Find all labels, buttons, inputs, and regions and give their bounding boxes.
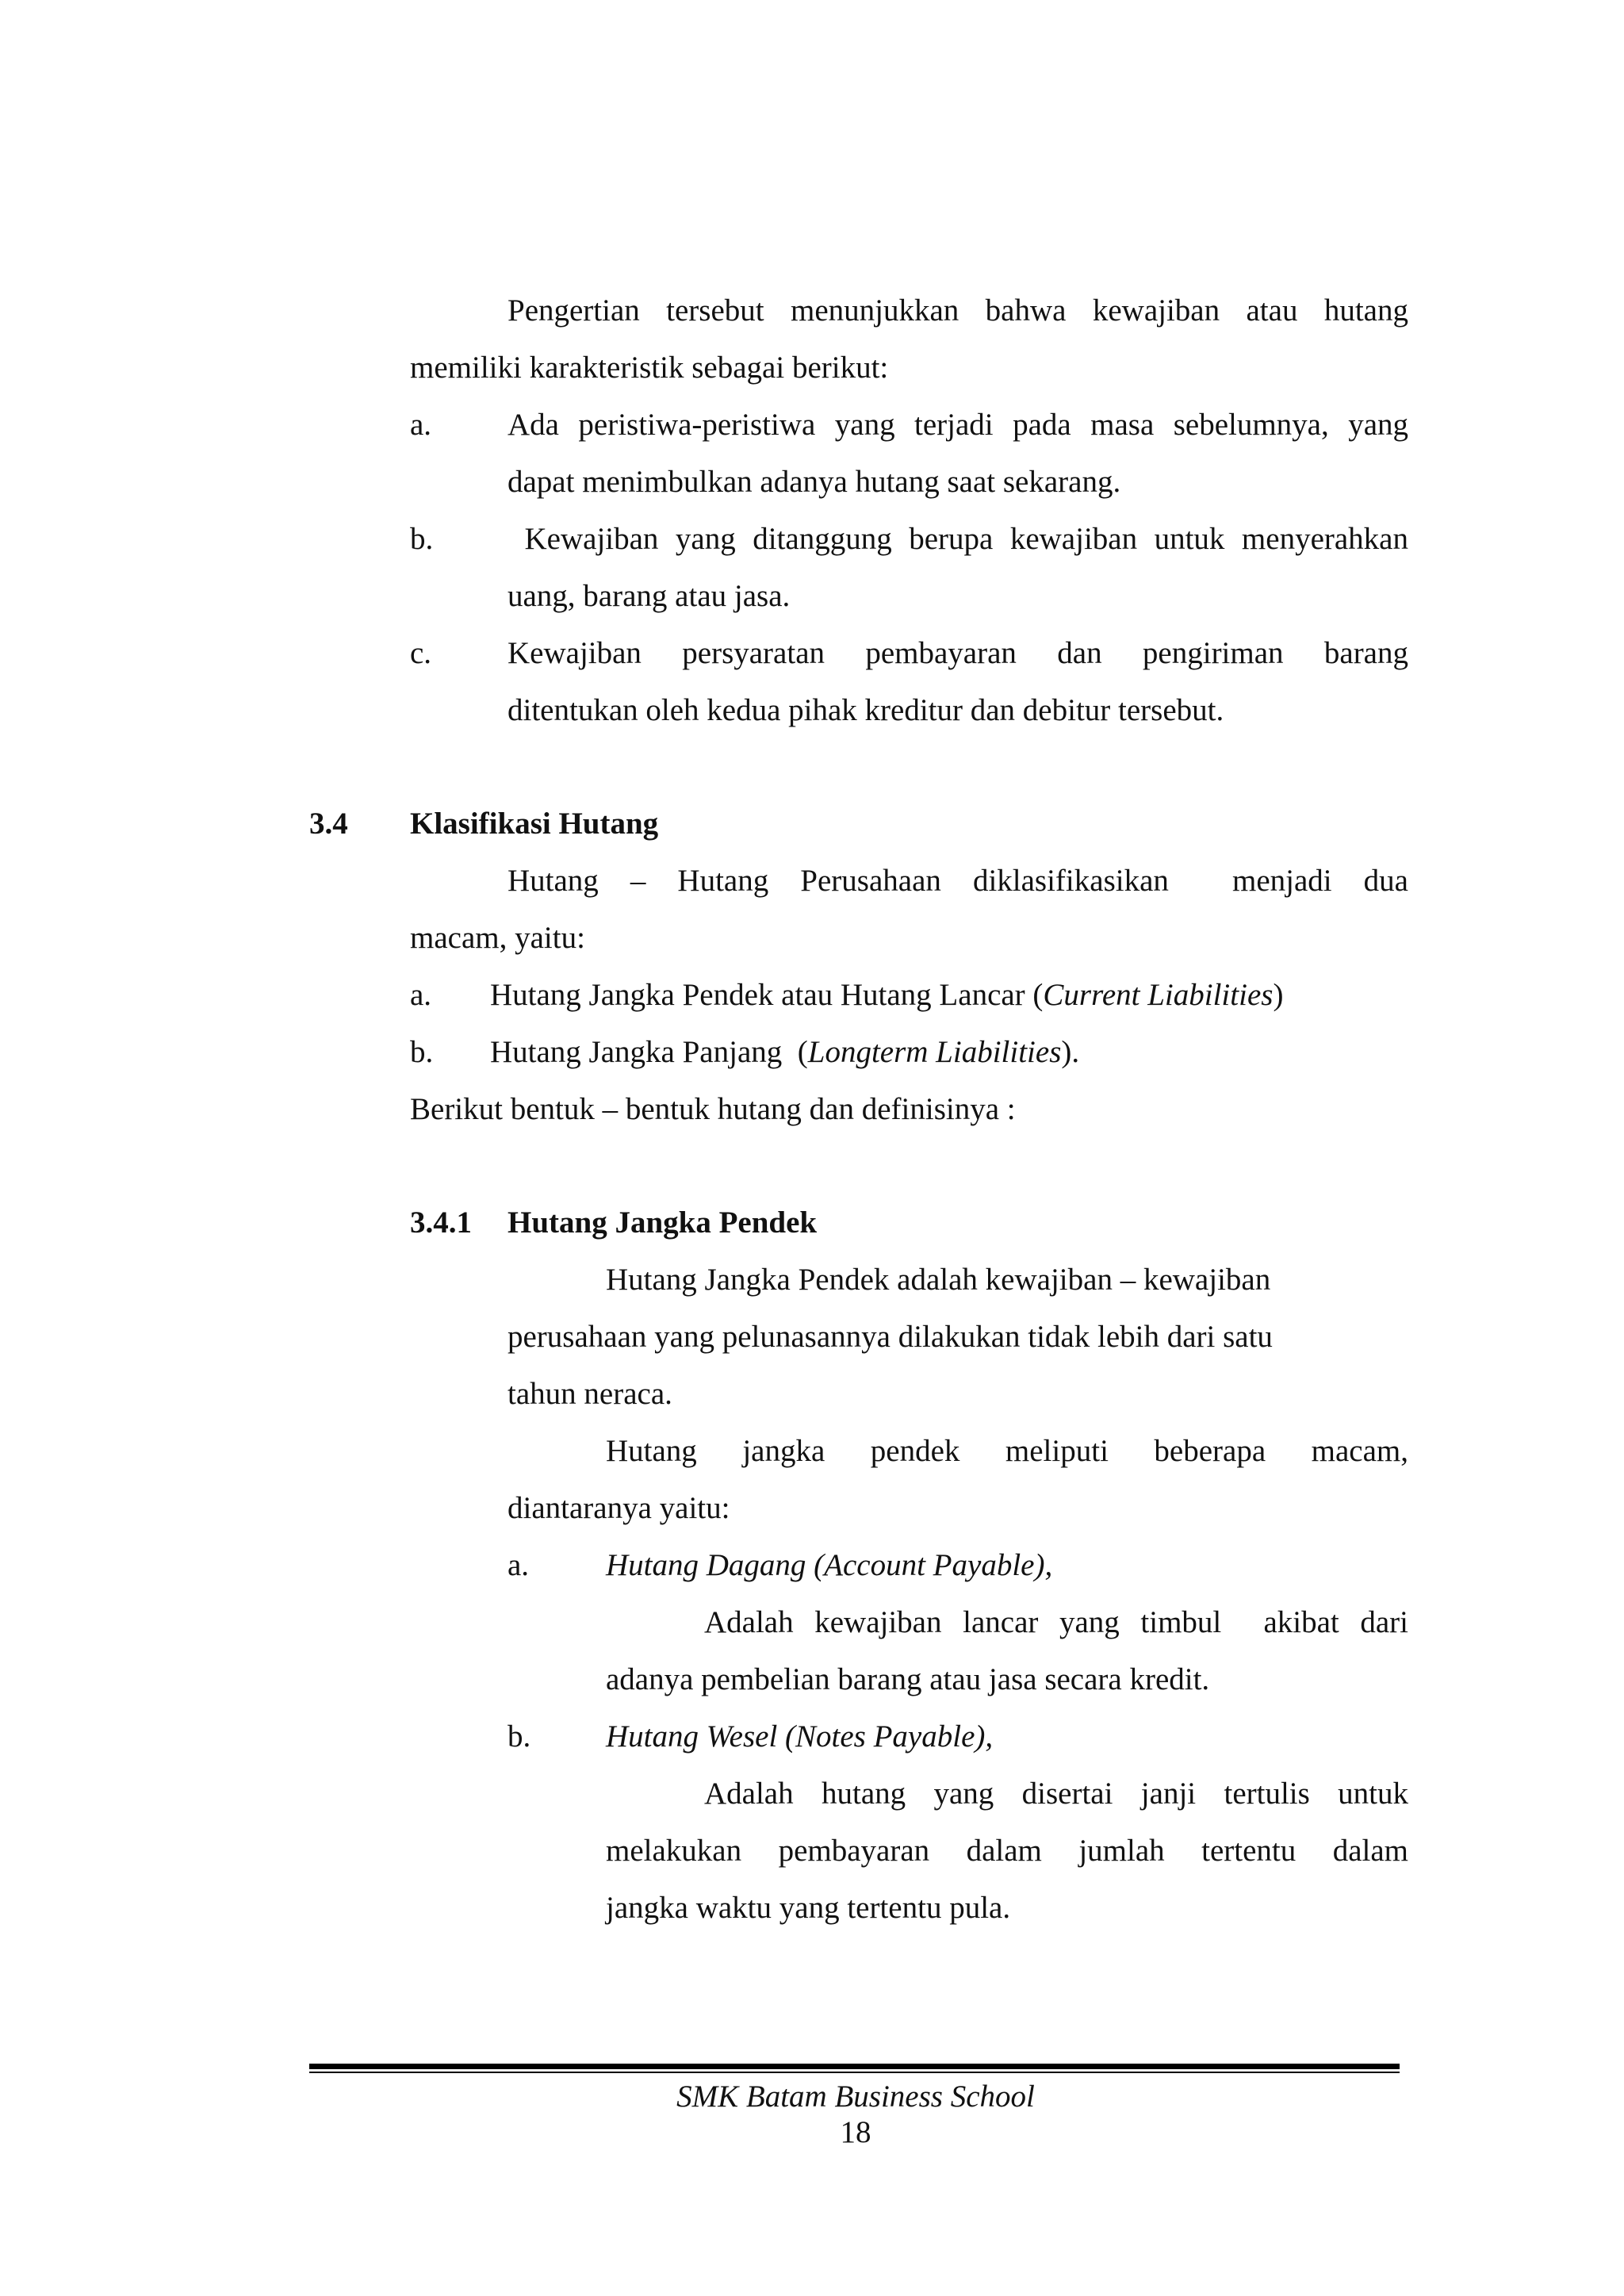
liability-type-description: jangka waktu yang tertentu pula. <box>606 1891 1011 1925</box>
page-number: 18 <box>840 2115 871 2149</box>
section-title: Klasifikasi Hutang <box>410 807 659 841</box>
list-marker: a. <box>508 1548 530 1582</box>
list-item-text: uang, barang atau jasa. <box>508 579 791 613</box>
intro-paragraph-line: memiliki karakteristik sebagai berikut: <box>410 351 889 385</box>
liability-type-title: Hutang Wesel (Notes Payable), <box>606 1719 994 1754</box>
subsection-paragraph-line: diantaranya yaitu: <box>508 1491 730 1525</box>
list-item-text: dapat menimbulkan adanya hutang saat sekarang. <box>508 465 1121 499</box>
list-item-text: ditentukan oleh kedua pihak kreditur dan debitur tersebut. <box>508 693 1224 727</box>
list-marker: a. <box>410 408 432 442</box>
classification-item-english: Current Liabilities <box>1043 978 1274 1012</box>
liability-type-description: Adalah hutang yang disertai janji tertulis untuk <box>704 1777 1408 1811</box>
list-item-text: Kewajiban yang ditanggung berupa kewajiban untuk menyerahkan <box>508 522 1408 556</box>
classification-item-text: Hutang Jangka Pendek atau Hutang Lancar ( <box>490 978 1044 1012</box>
liability-type-description: adanya pembelian barang atau jasa secara kredit. <box>606 1662 1210 1696</box>
list-marker: c. <box>410 636 432 670</box>
list-marker: b. <box>410 1035 434 1069</box>
footer-rule-thick <box>309 2064 1400 2069</box>
subsection-paragraph-line: tahun neraca. <box>508 1377 672 1411</box>
classification-item-tail: ) <box>1273 978 1284 1012</box>
liability-type-title: Hutang Dagang (Account Payable), <box>606 1548 1053 1582</box>
footer-school-name: SMK Batam Business School <box>676 2079 1035 2114</box>
subsection-paragraph-line: Hutang jangka pendek meliputi beberapa macam, <box>606 1434 1408 1468</box>
section-number: 3.4 <box>309 807 348 841</box>
section-paragraph-line: macam, yaitu: <box>410 921 585 955</box>
intro-paragraph-line: Pengertian tersebut menunjukkan bahwa kewajiban atau hutang <box>508 293 1408 328</box>
section-paragraph-line: Hutang – Hutang Perusahaan diklasifikasikan menjadi dua <box>508 864 1408 898</box>
liability-type-description: Adalah kewajiban lancar yang timbul akibat dari <box>704 1605 1408 1639</box>
list-marker: b. <box>410 522 434 556</box>
list-marker: b. <box>508 1719 531 1754</box>
list-item-text: Kewajiban persyaratan pembayaran dan pengiriman barang <box>508 636 1408 670</box>
list-marker: a. <box>410 978 432 1012</box>
footer-rule-thin <box>309 2072 1400 2073</box>
classification-item <box>490 979 1283 1010</box>
classification-item-english: Longterm Liabilities <box>807 1035 1062 1069</box>
subsection-title: Hutang Jangka Pendek <box>508 1205 818 1240</box>
classification-item-tail: ). <box>1061 1035 1080 1069</box>
list-item-text: Ada peristiwa-peristiwa yang terjadi pada masa sebelumnya, yang <box>508 408 1408 442</box>
subsection-paragraph-line: perusahaan yang pelunasannya dilakukan tidak lebih dari satu <box>508 1320 1273 1354</box>
subsection-number: 3.4.1 <box>410 1205 472 1240</box>
liability-type-description: melakukan pembayaran dalam jumlah tertentu dalam <box>606 1834 1408 1868</box>
section-closing-line: Berikut bentuk – bentuk hutang dan definisinya : <box>410 1092 1016 1126</box>
classification-item-text: Hutang Jangka Panjang ( <box>490 1035 808 1069</box>
subsection-paragraph-line: Hutang Jangka Pendek adalah kewajiban – kewajiban <box>606 1263 1271 1297</box>
classification-item <box>490 1037 1079 1068</box>
